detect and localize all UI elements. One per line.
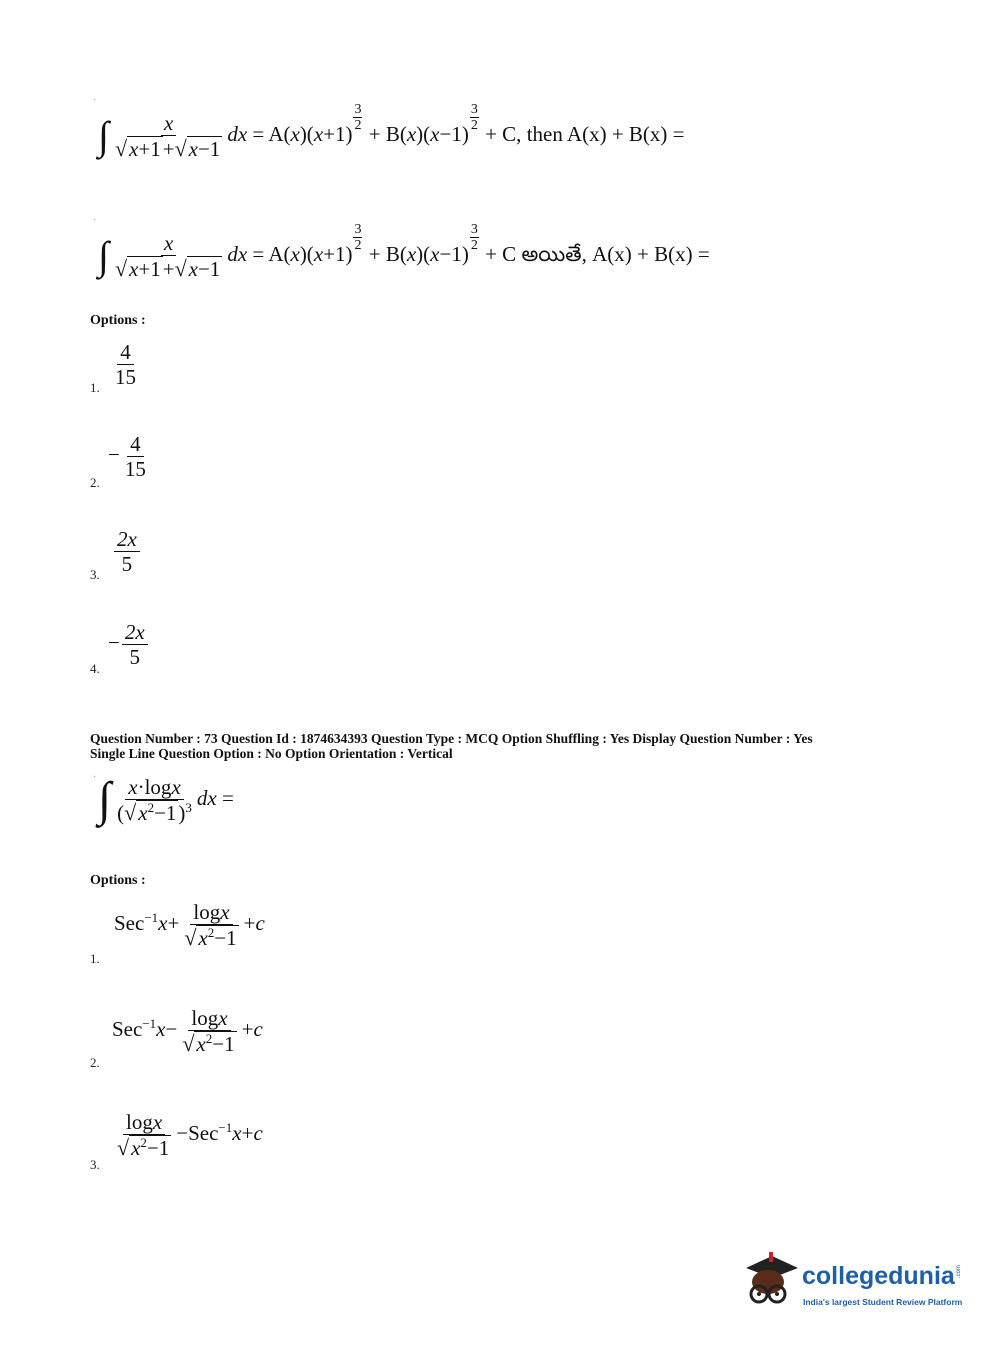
collegedunia-logo: [742, 1250, 967, 1315]
option-number: 3.: [90, 567, 100, 582]
q73-equation: ∫ $\frac{x\cdot\log x}{(√x^2-1)^3}$ dx =: [98, 773, 234, 827]
stray-dot: ·: [93, 772, 97, 783]
option-number: 4.: [90, 661, 100, 676]
option-number: 3.: [90, 1157, 100, 1172]
option-number: 1.: [90, 380, 100, 395]
q73-option-2: Sec$^{-1}$x− $\frac{\log x}{√x^2-1}$ +c: [112, 1006, 263, 1057]
question-meta-line-1: Question Number : 73 Question Id : 1874634393 Question Type : MCQ Option Shuffling : Yes Display Question Number : Yes: [90, 731, 813, 746]
stray-dot: ·: [93, 95, 97, 106]
logo-tagline: India's largest Student Review Platform: [803, 1297, 963, 1307]
q72-equation-english: ∫ $\frac{x}{√x+1+√x-1}$ dx = A(x)(x+1) $\frac{3}{2}$ + B(x)(x−1) $\frac{3}{2}$ + C, then A(x) + B(x) =: [98, 102, 685, 162]
graduate-mascot-icon: [742, 1250, 800, 1310]
q72-te-suffix: అయితే, A(x) + B(x) =: [521, 242, 710, 266]
q73-option-3: $\frac{\log x}{√x^2-1}$ −Sec$^{-1}$x+c: [117, 1110, 263, 1161]
options-label: Options :: [90, 313, 146, 328]
q72-option-4: − $\frac{2x}{5}$: [108, 620, 150, 669]
q72-option-3: $\frac{2x}{5}$: [112, 527, 142, 576]
q72-option-2: − $\frac{4}{15}$: [108, 432, 146, 482]
q72-equation-telugu: ∫ $\frac{x}{√x+1+√x-1}$ dx = A(x)(x+1) $\frac{3}{2}$ + B(x)(x−1) $\frac{3}{2}$ + C అయితే, A(x) + B(x) =: [98, 222, 710, 282]
q73-option-1: Sec$^{-1}$x+ $\frac{\log x}{√x^2-1}$ +c: [114, 900, 265, 951]
option-number: 2.: [90, 1055, 100, 1070]
options-label: Options :: [90, 873, 146, 888]
q72-en-suffix: then A(x) + B(x) =: [526, 122, 685, 146]
q72-option-1: $\frac{4}{15}$: [115, 340, 136, 390]
logo-name: collegedunia: [802, 1262, 955, 1290]
option-number: 1.: [90, 951, 100, 966]
option-number: 2.: [90, 475, 100, 490]
question-meta: [90, 731, 920, 761]
stray-dot: ·: [93, 215, 97, 226]
logo-com: .com: [956, 1265, 962, 1279]
question-meta-line-2: Single Line Question Option : No Option Orientation : Vertical: [90, 746, 453, 761]
